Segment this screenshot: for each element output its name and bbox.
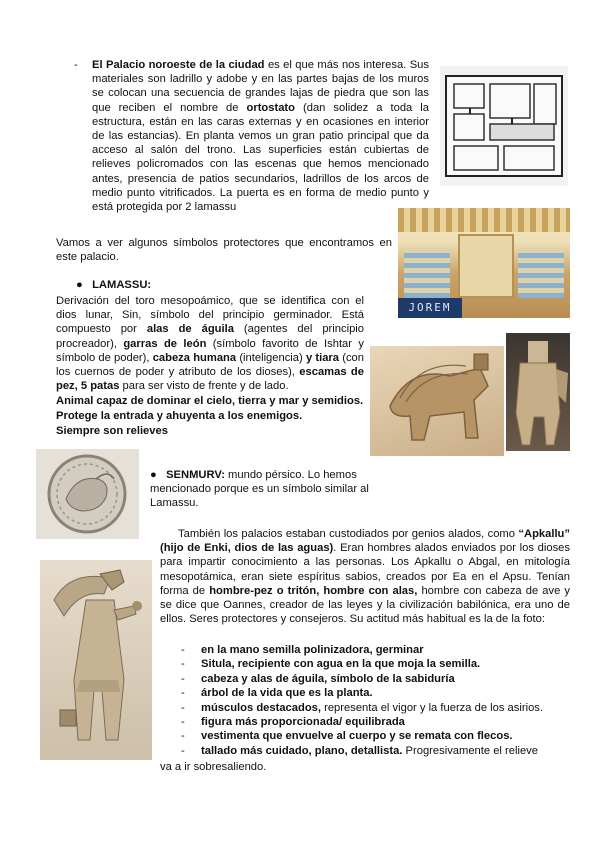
- lamassu-text-5: (con los cuernos de poder y atributo de los dioses),: [56, 351, 364, 379]
- palace-paragraph: [92, 58, 429, 214]
- senmurv-relief-image: [36, 449, 139, 539]
- list-item: - cabeza y alas de águila, símbolo de la sabiduría: [181, 672, 455, 685]
- wall-relief-right: [518, 248, 564, 298]
- lamassu-bold-line-1: Animal capaz de dominar el cielo, tierra y mar y semidios.: [56, 395, 364, 407]
- senmurv-bullet: ●: [150, 469, 157, 481]
- apkallu-last-line: va a ir sobresaliendo.: [160, 761, 267, 773]
- list-item: - figura más proporcionada/ equilibrada: [181, 716, 405, 729]
- lamassu-title: LAMASSU:: [92, 279, 152, 291]
- list-item: - en la mano semilla polinizadora, germinar: [181, 644, 424, 656]
- lamassu-statue-drawing: [506, 333, 570, 451]
- lamassu-bold-line-2: Protege la entrada y ahuyenta a los enemigos.: [56, 410, 303, 422]
- apkallu-term-2: hombre-pez o tritón, hombre con alas,: [209, 584, 418, 597]
- senmurv-title: SENMURV:: [166, 469, 225, 481]
- apkallu-relief-image: [40, 560, 152, 760]
- palace-floor-plan-image: [440, 66, 568, 186]
- apkallu-drawing: [40, 560, 152, 760]
- wall-relief-left: [404, 248, 450, 298]
- throne-niche: [458, 234, 514, 298]
- term-escamas: escamas de pez, 5 patas: [56, 366, 364, 393]
- lamassu-text-2: (agentes del principio procreador),: [56, 323, 364, 350]
- palace-lead: El Palacio noroeste de la ciudad: [92, 59, 265, 71]
- ortostato-term: ortostato: [246, 101, 295, 114]
- lamassu-text-3: (símbolo favorito de Ishtar y símbolo de poder),: [56, 337, 364, 364]
- list-item: - músculos destacados, representa el vigor y la fuerza de los asirios.: [181, 701, 543, 714]
- intro-paragraph: Vamos a ver algunos símbolos protectores que encontramos en este palacio.: [56, 237, 392, 264]
- lamassu-bullet: ●: [76, 279, 83, 291]
- palace-dash: -: [74, 59, 78, 71]
- apkallu-attribute-list: [181, 643, 561, 758]
- lamassu-text-6: para ser visto de frente y de lado.: [119, 380, 289, 393]
- palace-text-1: es el que más nos interesa. Sus materiales son ladrillo y adobe y en las partes bajas de los muros se colocan una secuencia de grandes lajas de piedra que son las que reciben el nombre de: [92, 59, 429, 114]
- senmurv-text: mundo pérsico. Lo hemos mencionado porque es un símbolo similar al Lamassu.: [150, 469, 369, 510]
- apkallu-text-3: hombre con cabeza de ave y se dice que Oannes, creador de las leyes y la civilización babilónica, era uno de ellos. Seres protectores y consejeros. Su actitud más habitual es la de la foto:: [160, 584, 570, 626]
- frieze-band: [398, 208, 570, 232]
- list-item: - árbol de la vida que es la planta.: [181, 687, 373, 700]
- lamassu-heading: [76, 278, 151, 292]
- lamassu-paragraph: [56, 294, 364, 393]
- list-item: - tallado más cuidado, plano, detallista. Progresivamente el relieve: [181, 744, 538, 757]
- apkallu-text-2: . Eran hombres alados enviados por los dioses para impartir conocimiento a las personas. Los Apkallu o Abgal, en mitología mesopotámica, eran siete espíritus sabios, creados por Ea en el Apsu. Tenían forma de: [160, 542, 570, 597]
- apkallu-paragraph: [160, 527, 570, 626]
- term-cabeza: cabeza humana: [152, 351, 237, 364]
- term-alas: alas de águila: [146, 323, 234, 336]
- lamassu-statue-image: [506, 333, 570, 451]
- lamassu-text-4: (inteligencia): [236, 351, 306, 364]
- lamassu-bold-line-3: Siempre son relieves: [56, 425, 168, 437]
- senmurv-paragraph: [150, 468, 380, 511]
- palace-interior-image: [398, 208, 570, 318]
- lamassu-text-1: Derivación del toro mesopoámico, que se identifica con el dios lunar, Sin, símbolo del principio germinador. Está compuesto por: [56, 295, 364, 336]
- term-garras: garras de león: [123, 337, 207, 350]
- palace-image-label: JOREM: [398, 298, 462, 318]
- floor-plan-drawing: [440, 66, 568, 186]
- list-item: - Situla, recipiente con agua en la que moja la semilla.: [181, 658, 481, 671]
- lamassu-drawing: [370, 346, 504, 456]
- term-tiara: y tiara: [305, 351, 340, 364]
- lamassu-relief-image: [370, 346, 504, 456]
- senmurv-drawing: [36, 449, 139, 539]
- apkallu-term-1: “Apkallu” (hijo de Enki, dios de las aguas): [160, 528, 570, 555]
- list-item: - vestimenta que envuelve al cuerpo y se remata con flecos.: [181, 730, 513, 743]
- palace-text-2: (dan solidez a toda la estructura, están en las caras externas y en ocasiones en interior de las estancias). En planta vemos un gran patio principal que da acceso al salón del trono. Las superficies están cubiertas de relieves policromados con las escenas que hemos mencionado antes, presencia de patios secundarios, ladrillos de los arcos de medio punto vitrificados. La puerta es en forma de medio punto y está protegida por 2 lamassu: [92, 101, 429, 214]
- apkallu-text-1: También los palacios estaban custodiados por genios alados, como: [178, 528, 519, 540]
